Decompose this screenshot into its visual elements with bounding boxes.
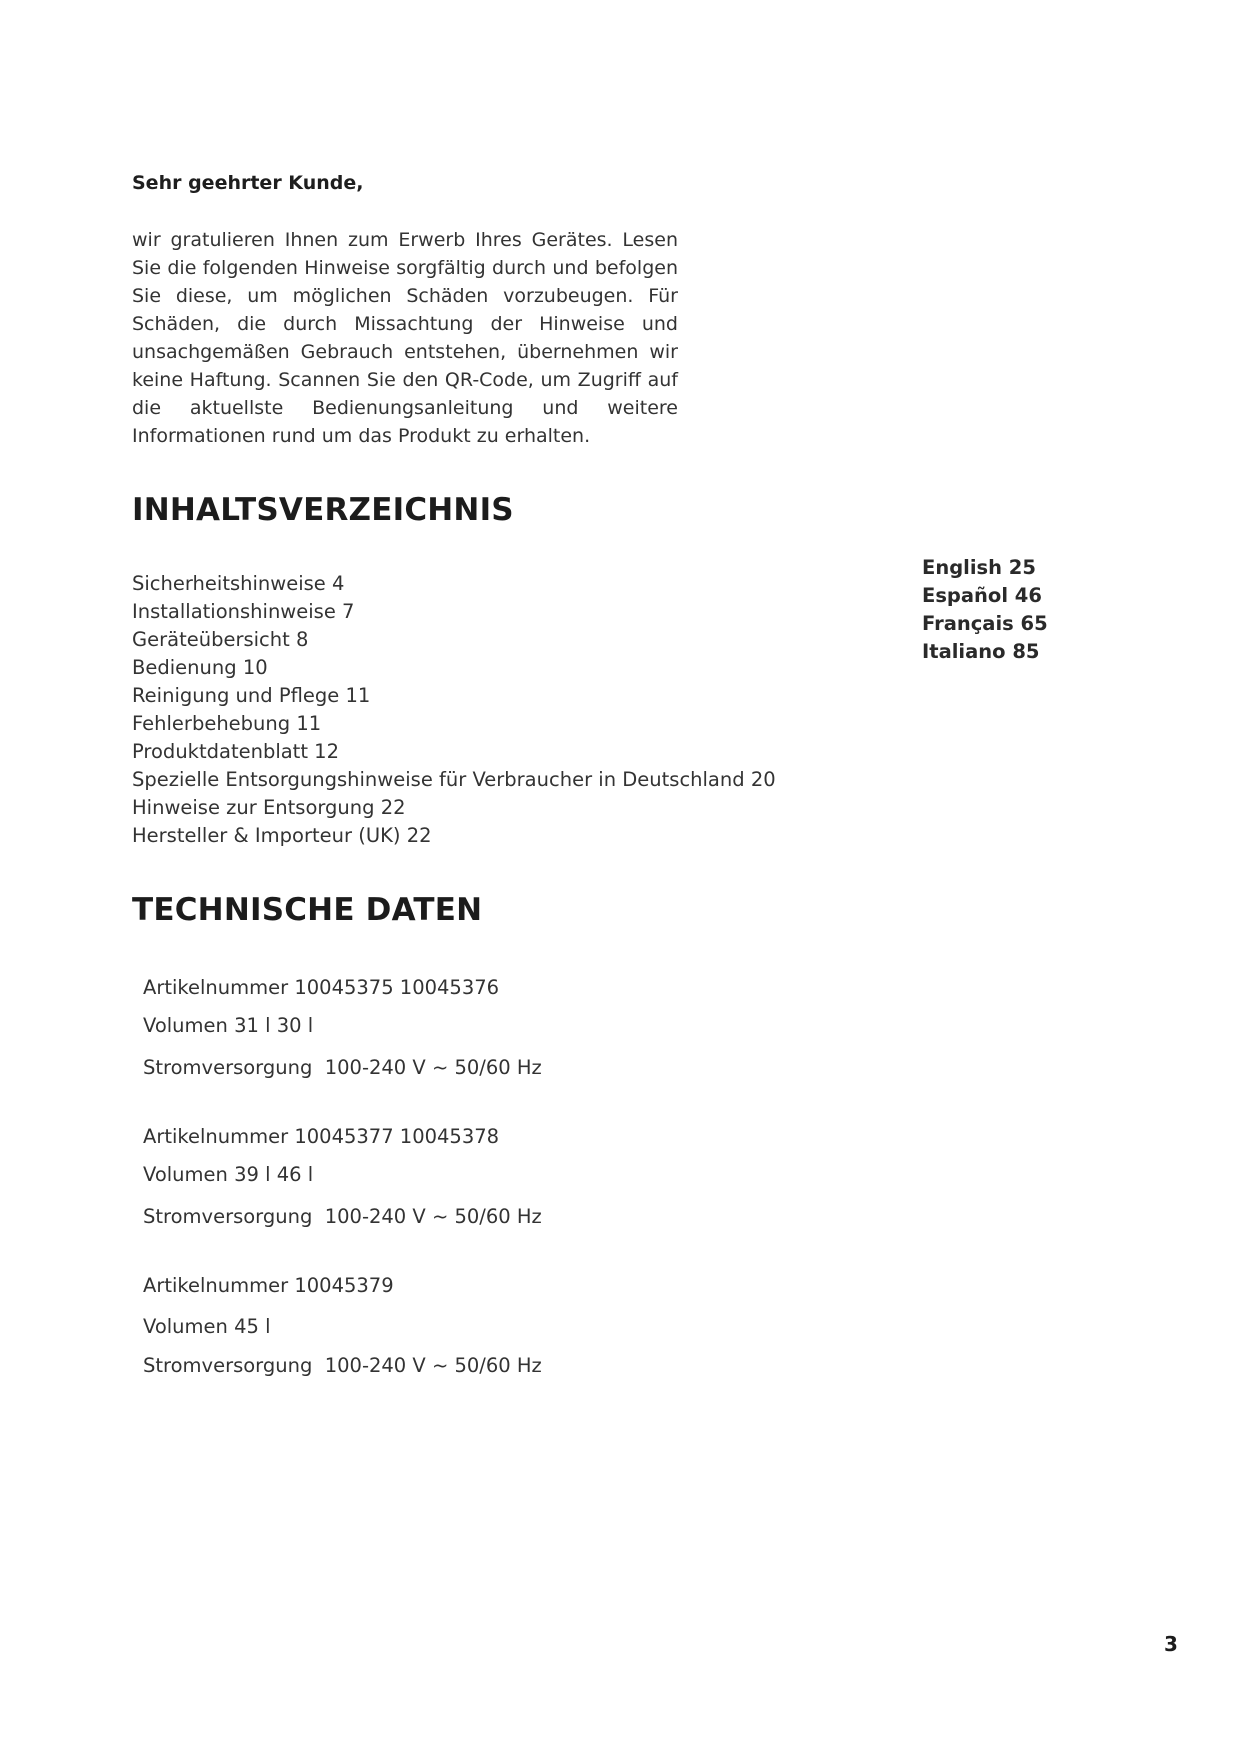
toc-item-hinweise-entsorgung[interactable]: Hinweise zur Entsorgung 22 [132, 796, 406, 819]
spec-article-2: Artikelnummer 10045377 10045378 [143, 1125, 500, 1148]
spec-volume-2: Volumen 39 l 46 l [143, 1163, 314, 1186]
language-list [922, 554, 1048, 666]
toc-item-installationshinweise[interactable]: Installationshinweise 7 [132, 600, 355, 623]
toc-item-entsorgung-deutschland[interactable]: Spezielle Entsorgungshinweise für Verbraucher in Deutschland 20 [132, 768, 776, 791]
spec-power-2: Stromversorgung 100-240 V ~ 50/60 Hz [143, 1205, 542, 1228]
spec-article-3: Artikelnummer 10045379 [143, 1274, 394, 1297]
tech-heading: TECHNISCHE DATEN [132, 892, 483, 928]
toc-list [132, 570, 776, 850]
language-link-espanol[interactable]: Español 46 [922, 584, 1042, 607]
spec-article-1: Artikelnummer 10045375 10045376 [143, 976, 500, 999]
toc-heading: INHALTSVERZEICHNIS [132, 492, 514, 528]
toc-item-produktdatenblatt[interactable]: Produktdatenblatt 12 [132, 740, 339, 763]
language-link-francais[interactable]: Français 65 [922, 612, 1048, 635]
toc-item-geraeteuebersicht[interactable]: Geräteübersicht 8 [132, 628, 309, 651]
toc-item-hersteller[interactable]: Hersteller & Importeur (UK) 22 [132, 824, 432, 847]
page-number: 3 [1164, 1632, 1178, 1656]
spec-volume-3: Volumen 45 l [143, 1315, 271, 1338]
language-link-english[interactable]: English 25 [922, 556, 1036, 579]
toc-item-reinigung[interactable]: Reinigung und Pflege 11 [132, 684, 371, 707]
spec-volume-1: Volumen 31 l 30 l [143, 1014, 314, 1037]
spec-power-1: Stromversorgung 100-240 V ~ 50/60 Hz [143, 1056, 542, 1079]
language-link-italiano[interactable]: Italiano 85 [922, 640, 1040, 663]
toc-item-bedienung[interactable]: Bedienung 10 [132, 656, 268, 679]
toc-item-sicherheitshinweise[interactable]: Sicherheitshinweise 4 [132, 572, 345, 595]
spec-power-3: Stromversorgung 100-240 V ~ 50/60 Hz [143, 1354, 542, 1377]
greeting: Sehr geehrter Kunde, [132, 172, 364, 194]
toc-item-fehlerbehebung[interactable]: Fehlerbehebung 11 [132, 712, 322, 735]
intro-paragraph: wir gratulieren Ihnen zum Erwerb Ihres Gerätes. Lesen Sie die folgenden Hinweise sorgfältig durch und befolgen Sie diese, um möglichen Schäden vorzubeugen. Für Schäden, die durch Missachtung der Hinweise und unsachgemäßen Gebrauch entstehen, übernehmen wir keine Haftung. Scannen Sie den QR-Code, um Zugriff auf die aktuellste Bedienungsanleitung und weitere Informationen rund um das Produkt zu erhalten. [132, 229, 678, 447]
